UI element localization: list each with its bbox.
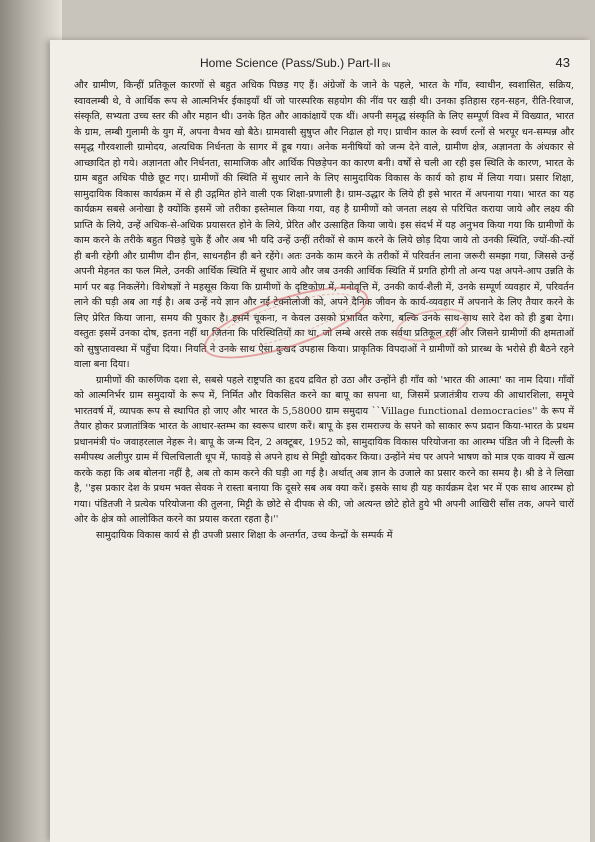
book-page [50, 40, 590, 842]
header-title [200, 56, 390, 70]
header-title-suffix: BN [382, 63, 391, 69]
paragraph: और ग्रामीण, किन्हीं प्रतिकूल कारणों से बहुत अधिक पिछड़ गए हैं। अंग्रेजों के जाने के पहले, भारत के गाँव, स्वाधीन, स्वशासित, सक्रिय, स्वावलम्बी थे, वे आर्थिक रूप से आत्मनिर्भर ईकाइयाँ थीं जो पारस्परिक सहयोग की नींव पर खड़ी थी। उनका इतिहास रहन-सहन, रीति-रिवाज, संस्कृति, सभ्यता उच्च स्तर की और महान थी। उनके हित और आकांक्षायें एक थीं। अपनी समृद्ध संस्कृति के लिए सम्पूर्ण विश्व में विख्यात, भारत के ग्राम, लम्बी गुलामी के युग में, अपना वैभव खो बैठे। ग्रामवासी सुषुप्त और निढाल हो गए। प्राचीन काल के स्वर्ण रत्नों से भरपूर धन-सम्पन्न और समृद्ध गौरवशाली ग्रामोदय, अत्यधिक निर्धनता के सागर में डूब गया। अनेक मनीषियों को जन्म देने वाले, ग्रामीण क्षेत्र, अज्ञानता के अंधकार से आच्छादित हो गये। अज्ञानता और निर्धनता, सामाजिक और आर्थिक पिछड़ेपन का कारण बनी। वर्षों से चली आ रही इस स्थिति के कारण, भारत के ग्राम बहुत अधिक पीछे छूट गए। ग्रामीणों की स्थिति में सुधार लाने के लिए सामुदायिक विकास के कार्य को हाथ में लिया गया। प्रसार शिक्षा, सामुदायिक विकास कार्यक्रम में से ही उद्गमित होने वाली एक शिक्षा-प्रणाली है। ग्राम-उद्धार के लिये ही इसे भारत में अपनाया गया। भारत का यह कार्यक्रम सबसे अनोखा है क्योंकि इसमें जो तरीका इस्तेमाल किया गया, वह है ग्रामीणों को जनता लक्ष्य से परिचित कराया जाये और लक्ष्य की प्राप्ति के लिये, उन्हें अधिक-से-अधिक प्रयासरत होने के लिये, प्रेरित और उत्साहित किया जाये। इस संदर्भ में यह अनुभव किया गया कि ग्रामीणों के काम करने के तरीके बहुत पिछड़े चुके हैं और अब भी यदि उन्हें उन्हीं तरीकों से काम करने के लिये छोड़ दिया जाये तो उनकी स्थिति, ज्यों-की-त्यों ही बनी रहेगी और ग्रामीण दीन हीन, साधनहीन ही बने रहेंगे। अतः उनके काम करने के तरीकों में परिवर्तन लाना जरूरी समझा गया, जिससे उन्हें अपनी मेहनत का फल मिले, उनकी आर्थिक स्थिति में सुधार आये और जब उनकी आर्थिक स्थिति में प्रगति होगी तो अन्य पक्ष अपने-आप उन्नति के मार्ग पर बढ़ निकलेंगे। विशेषज्ञों ने महसूस किया कि ग्रामीणों के दृष्टिकोण में, मनोवृत्ति में, उनकी कार्य-शैली में, उनके सम्पूर्ण व्यवहार में, परिवर्तन लाने की घड़ी अब आ गई है। अब उन्हें नये ज्ञान और नई टेक्नोलोजी को, अपने दैनिक जीवन के कार्य-व्यवहार में अपनाने के लिए तैयार करने के लिए प्रेरित किया जाना, समय की पुकार है। इसमें चूकना, न केवल उसको प्रभावित करेगा, बल्कि उनके साथ-साथ सारे देश को ही डुबा देगा। वस्तुतः इसमें उनका दोष, इतना नहीं था जितना कि परिस्थितियों का था, जो लम्बे अरसे तक सर्वथा प्रतिकूल रहीं और जिसने ग्रामीणों की क्षमताओं को सुषुप्तावस्था में पहुँचा दिया। नियति ने उनके साथ ऐसा दुःखद उपहास किया। प्राकृतिक विपदाओं ने ग्रामीणों को प्रारब्ध के भरोसे ही बैठने रहने वाला बना दिया। [74, 80, 574, 370]
header-title-text: Home Science (Pass/Sub.) Part-II [200, 56, 381, 70]
running-header [200, 56, 570, 76]
paragraph: ग्रामीणों की कारुणिक दशा से, सबसे पहले राष्ट्रपति का हृदय द्रवित हो उठा और उन्होंने ही गाँव को 'भारत की आत्मा' का नाम दिया। गाँवों को आत्मनिर्भर ग्राम समुदायों के रूप में, निर्मित और विकसित करने का बापू का सपना था, जिसमें प्रजातंत्रीय राज्य की आधारशिला, समूचे भारतवर्ष में, व्यापक रूप से स्थापित हो जाए और भारत के 5,58000 ग्राम समुदाय ``Village functional democracies'' के रूप में तैयार होकर प्रजातांत्रिक भारत के आधार-स्तम्भ का स्वरूप धारण करें। बापू के इस रामराज्य के सपने को साकार रूप प्रदान किया-भारत के प्रथम प्रधानमंत्री पं० जवाहरलाल नेहरू ने। बापू के जन्म दिन, 2 अक्टूबर, 1952 को, सामुदायिक विकास परियोजना का आरम्भ पंडित जी ने दिल्ली के समीपस्थ अलीपुर ग्राम में चिलचिलाती धूप में, फावड़े से अपने हाथ से मिट्टी खोदकर किया। उन्होंने मंच पर अपने भाषण को मात्र एक वाक्य में खत्म करके कहा कि अब बोलना नहीं है, अब तो काम करने की घड़ी आ गई है। अर्थात् अब ज्ञान के उजाले का प्रसार करने का समय है। श्री डे ने लिखा है, ''इस प्रकार देश के प्रथम भक्त सेवक ने रास्ता बनाया कि दूसरे सब अब क्या करें। इसके साथ ही यह कार्यक्रम देश भर में एक साथ आरम्भ हो गया। पंडितजी ने प्रत्येक परियोजना की तुलना, मिट्टी के छोटे से दीपक से की, जो अत्यन्त छोटे होते हुये भी अपनी आखिरी साँस तक, अपने चारों ओर के क्षेत्र को आलोकित करने का प्रयास करता रहता है।'' [74, 374, 574, 525]
paragraph: सामुदायिक विकास कार्य से ही उपजी प्रसार शिक्षा के अन्तर्गत, उच्च केन्द्रों के सम्पर्क में [96, 529, 393, 541]
page-number: 43 [555, 55, 570, 70]
body-text [74, 78, 574, 543]
